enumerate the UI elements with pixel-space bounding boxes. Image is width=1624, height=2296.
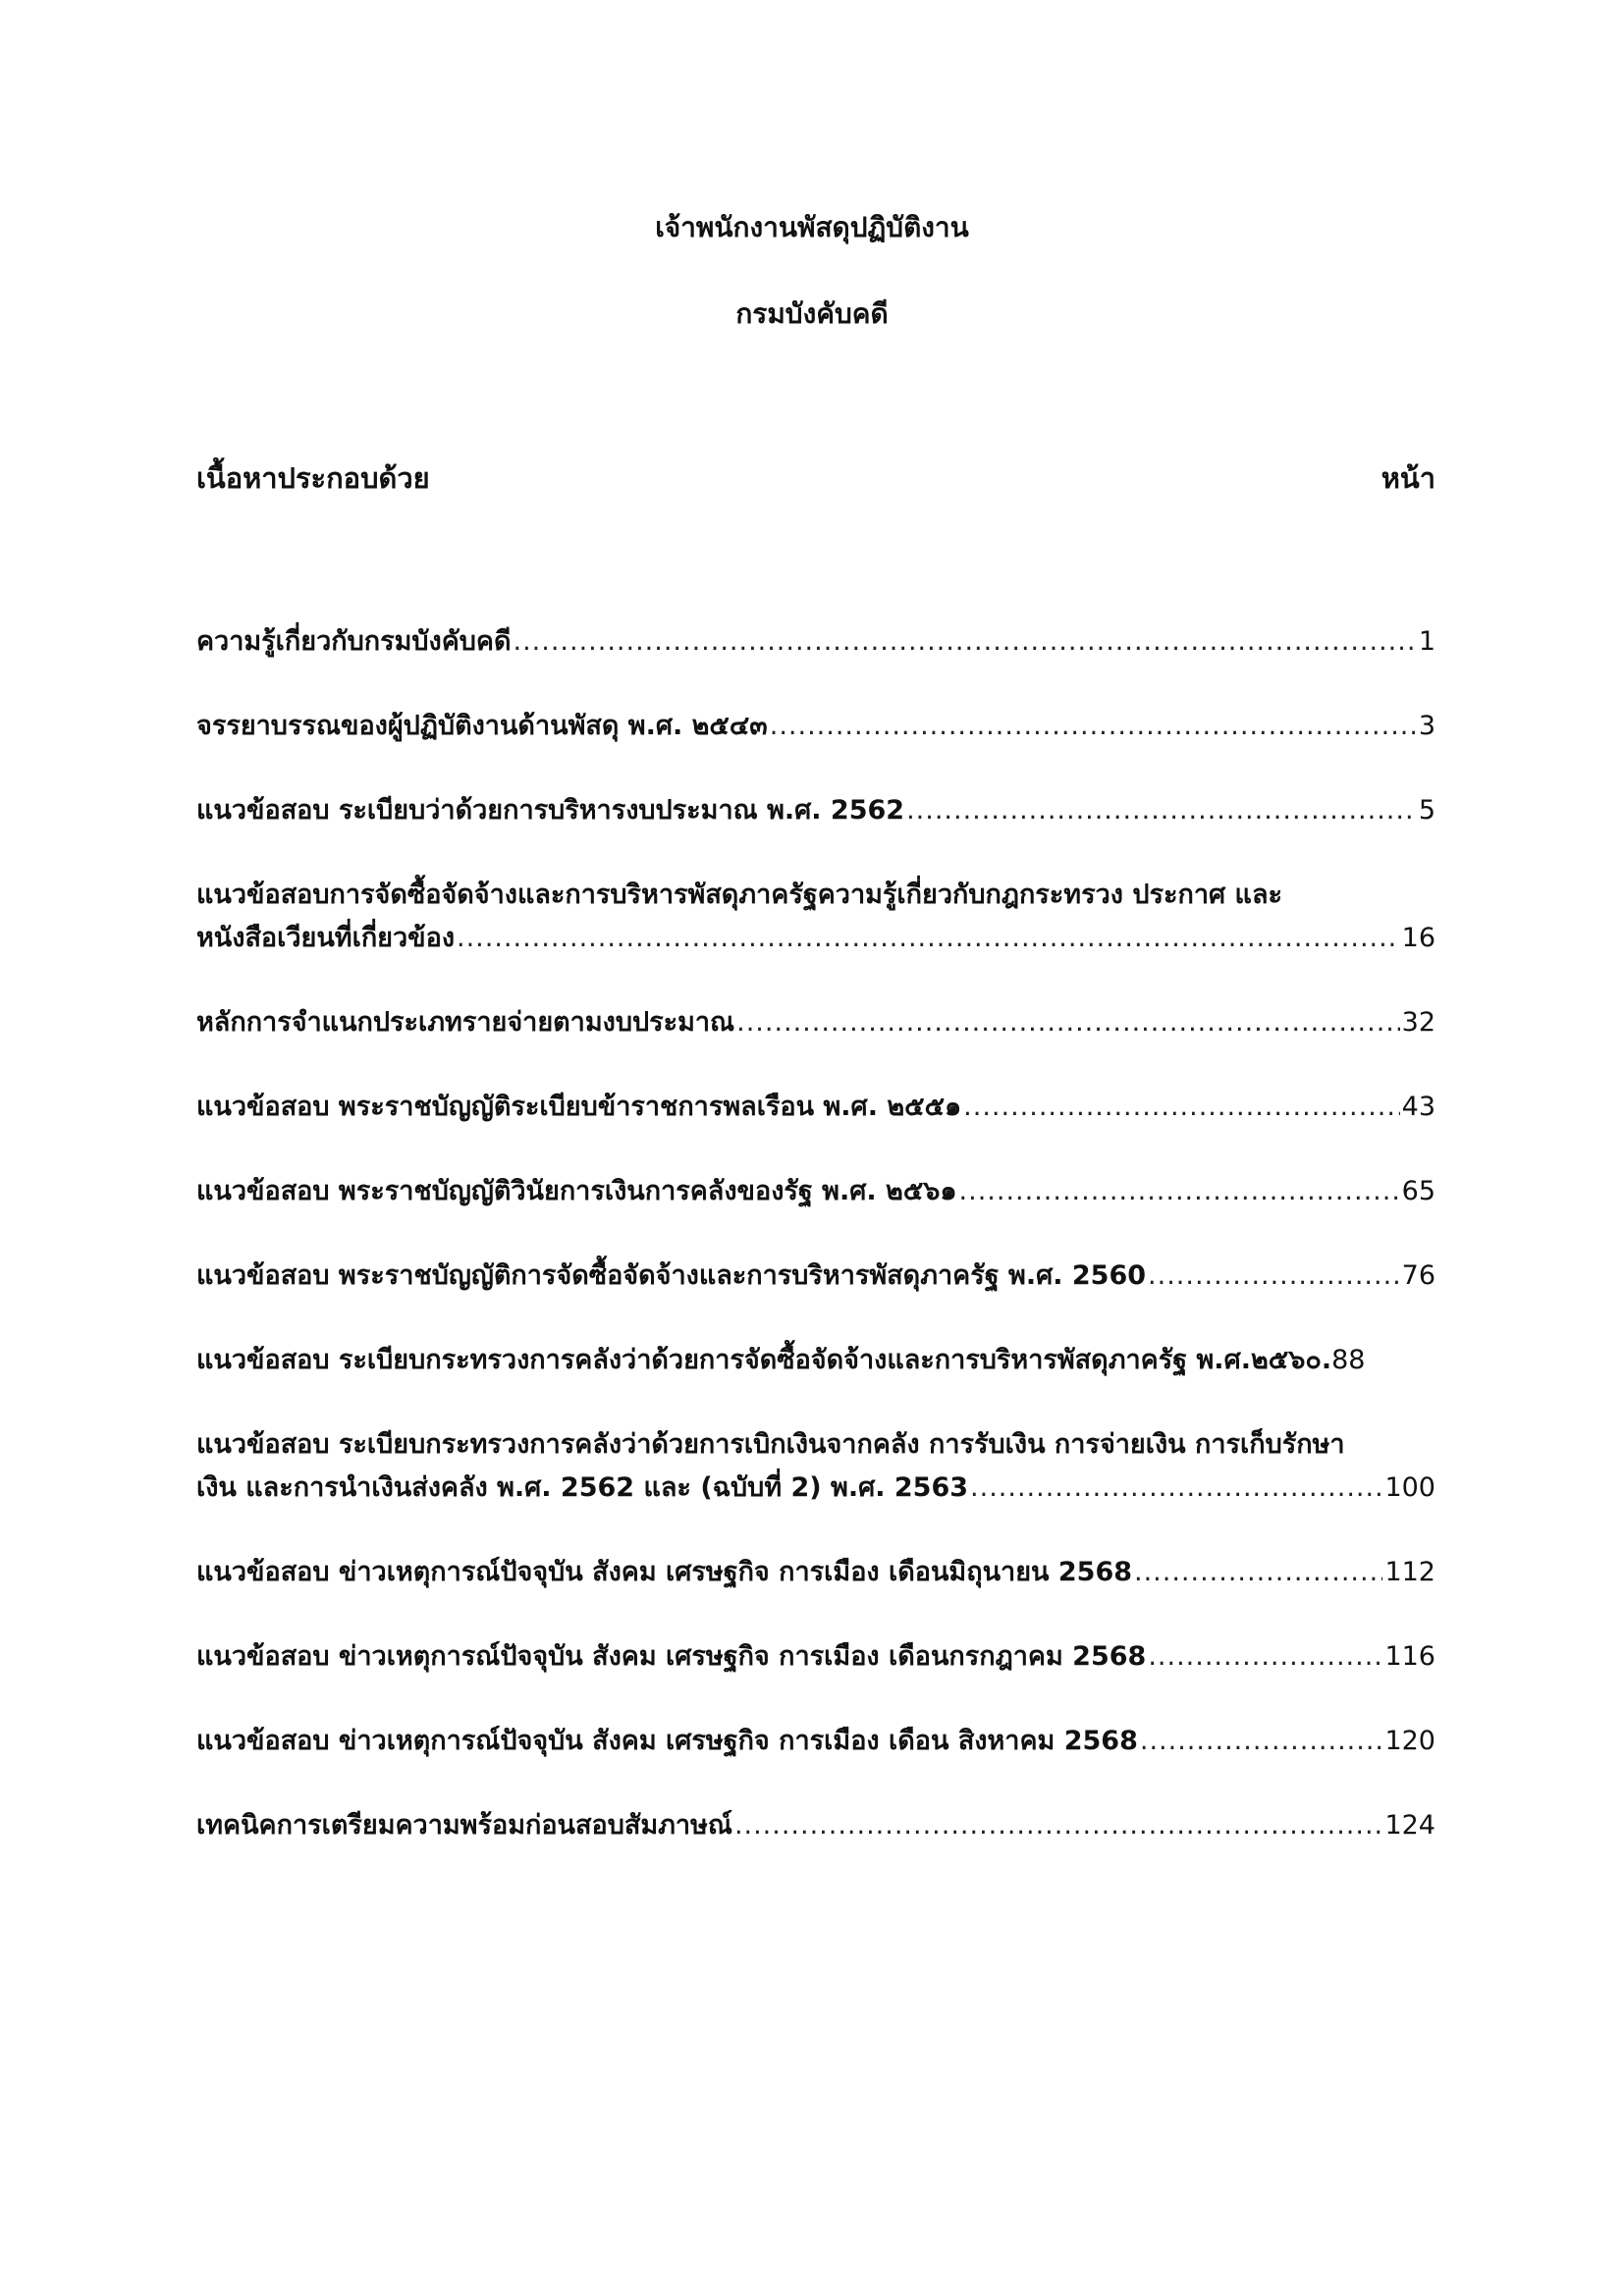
dot-leader	[1140, 1720, 1383, 1763]
toc-entry-text: หลักการจำแนกประเภทรายจ่ายตามงบประมาณ	[196, 1007, 735, 1038]
toc-entry	[196, 1804, 1435, 1847]
toc-header-right: หน้า	[1380, 461, 1435, 495]
toc-entry-page: 1	[1418, 626, 1435, 657]
toc-entry	[196, 1086, 1435, 1129]
document-title: เจ้าพนักงานพัสดุปฏิบัติงาน	[655, 211, 969, 243]
toc-entry	[196, 1170, 1435, 1213]
toc-entry-line1: แนวข้อสอบการจัดซื้อจัดจ้างและการบริหารพัสดุภาครัฐความรู้เกี่ยวกับกฎกระทรวง ประกาศ และ	[196, 880, 1282, 910]
toc-entry-line1: แนวข้อสอบ ระเบียบกระทรวงการคลังว่าด้วยการเบิกเงินจากคลัง การรับเงิน การจ่ายเงิน การเก็บรักษา	[196, 1429, 1345, 1460]
toc-entry-page: 32	[1401, 1007, 1435, 1038]
toc-entry-page: 112	[1384, 1557, 1435, 1587]
toc-entry-page: 16	[1401, 923, 1435, 953]
toc-entry-text: แนวข้อสอบ ข่าวเหตุการณ์ปัจจุบัน สังคม เศรษฐกิจ การเมือง เดือนมิถุนายน 2568	[196, 1557, 1133, 1587]
toc-entry-text: แนวข้อสอบ พระราชบัญญัติการจัดซื้อจัดจ้างและการบริหารพัสดุภาครัฐ พ.ศ. 2560	[196, 1260, 1147, 1291]
toc-entry-text: แนวข้อสอบ ข่าวเหตุการณ์ปัจจุบัน สังคม เศรษฐกิจ การเมือง เดือนกรกฎาคม 2568	[196, 1641, 1147, 1672]
toc-entry-text: หนังสือเวียนที่เกี่ยวข้อง	[196, 923, 456, 953]
toc-entry-text: จรรยาบรรณของผู้ปฏิบัติงานด้านพัสดุ พ.ศ. ๒๕๔๓	[196, 711, 768, 741]
toc-entry-text: แนวข้อสอบ ข่าวเหตุการณ์ปัจจุบัน สังคม เศรษฐกิจ การเมือง เดือน สิงหาคม 2568	[196, 1726, 1138, 1756]
toc-entry	[196, 1339, 1435, 1382]
dot-leader	[734, 1804, 1383, 1847]
toc-entry-text: ความรู้เกี่ยวกับกรมบังคับคดี	[196, 626, 512, 657]
dot-leader	[959, 1170, 1400, 1213]
toc-entry-text: แนวข้อสอบ พระราชบัญญัติวินัยการเงินการคลังของรัฐ พ.ศ. ๒๕๖๑	[196, 1176, 957, 1206]
toc-entry	[196, 620, 1435, 664]
toc-entry-page: 65	[1401, 1176, 1435, 1206]
toc-entry-page: 100	[1384, 1472, 1435, 1503]
toc-header	[196, 455, 1435, 501]
toc-entry-text: แนวข้อสอบ ระเบียบว่าด้วยการบริหารงบประมาณ พ.ศ. 2562	[196, 795, 905, 826]
toc-entry-text: แนวข้อสอบ พระราชบัญญัติระเบียบข้าราชการพลเรือน พ.ศ. ๒๕๕๑	[196, 1092, 962, 1122]
toc-entry	[196, 789, 1435, 832]
toc-entry-text: เงิน และการนำเงินส่งคลัง พ.ศ. 2562 และ (ฉบับที่ 2) พ.ศ. 2563	[196, 1472, 969, 1503]
dot-leader	[1134, 1551, 1382, 1594]
toc-entry-page: 88	[1331, 1345, 1366, 1375]
toc-entry	[196, 874, 1435, 960]
toc-entry	[196, 1551, 1435, 1594]
toc-header-left: เนื้อหาประกอบด้วย	[196, 461, 430, 495]
dot-leader	[514, 620, 1417, 664]
dot-leader	[906, 789, 1417, 832]
dot-leader	[1148, 1255, 1400, 1298]
toc-entry-page: 43	[1401, 1092, 1435, 1122]
toc-entry	[196, 1255, 1435, 1298]
toc-entry	[196, 705, 1435, 748]
toc-entry-page: 124	[1384, 1810, 1435, 1841]
toc-entry	[196, 1423, 1435, 1510]
dot-leader	[457, 917, 1400, 960]
dot-leader	[736, 1001, 1400, 1044]
toc-entry-page: 76	[1401, 1260, 1435, 1291]
dot-leader	[1148, 1635, 1382, 1679]
toc-entry-page: 5	[1418, 795, 1435, 826]
table-of-contents	[196, 620, 1435, 1889]
toc-entry	[196, 1001, 1435, 1044]
toc-entry-page: 120	[1384, 1726, 1435, 1756]
toc-entry	[196, 1635, 1435, 1679]
dot-leader	[970, 1467, 1382, 1510]
toc-entry-text: แนวข้อสอบ ระเบียบกระทรวงการคลังว่าด้วยการจัดซื้อจัดจ้างและการบริหารพัสดุภาครัฐ พ.ศ.๒๕๖๐.	[196, 1345, 1332, 1375]
dot-leader	[770, 705, 1417, 748]
toc-entry	[196, 1720, 1435, 1763]
document-subtitle: กรมบังคับคดี	[735, 297, 889, 330]
toc-entry-text: เทคนิคการเตรียมความพร้อมก่อนสอบสัมภาษณ์	[196, 1810, 732, 1841]
toc-entry-page: 116	[1384, 1641, 1435, 1672]
toc-entry-page: 3	[1418, 711, 1435, 741]
dot-leader	[963, 1086, 1399, 1129]
